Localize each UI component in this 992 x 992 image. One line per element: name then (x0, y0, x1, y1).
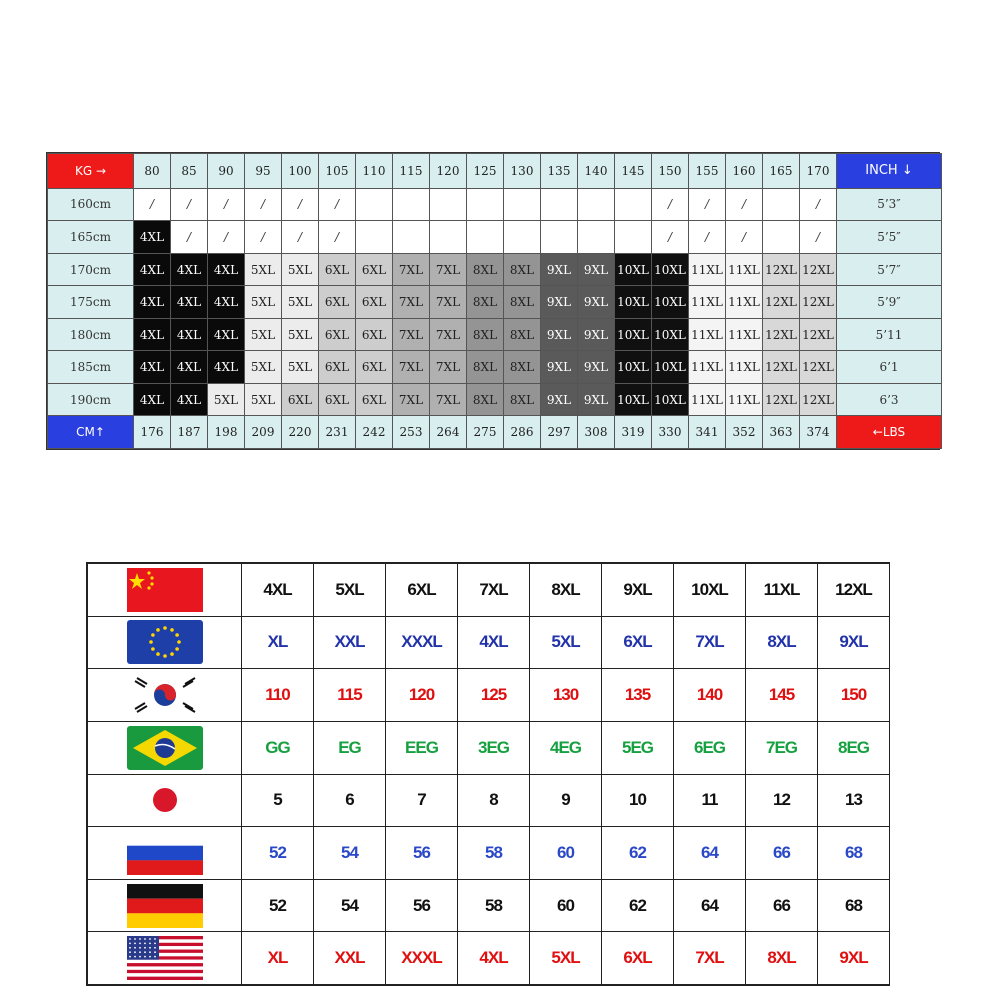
conversion-size: 4EG (530, 721, 602, 774)
conversion-size: EEG (386, 721, 458, 774)
size-cell: 5XL (245, 286, 282, 319)
conversion-size: 10 (602, 774, 674, 827)
conversion-row (88, 669, 890, 722)
size-cell: 9XL (541, 318, 578, 351)
size-cell: 8XL (467, 286, 504, 319)
conversion-size: 150 (818, 669, 890, 722)
weight-label: 150 (652, 154, 689, 189)
size-cell: 4XL (171, 286, 208, 319)
conversion-row (88, 721, 890, 774)
lbs-value: 176 (134, 416, 171, 449)
weight-label: 170 (800, 154, 837, 189)
size-cell: 12XL (800, 383, 837, 416)
conversion-size: 13 (818, 774, 890, 827)
conversion-size: 66 (746, 827, 818, 880)
conversion-size: 11XL (746, 564, 818, 617)
weight-label: 160 (726, 154, 763, 189)
conversion-row (88, 774, 890, 827)
weight-label: 165 (763, 154, 800, 189)
size-cell: 4XL (134, 318, 171, 351)
size-cell: 11XL (726, 351, 763, 384)
size-cell: 11XL (689, 253, 726, 286)
lbs-value: 319 (615, 416, 652, 449)
conversion-size: 130 (530, 669, 602, 722)
size-cell: 6XL (319, 286, 356, 319)
conversion-size: 120 (386, 669, 458, 722)
size-cell: 8XL (467, 383, 504, 416)
size-cell: 9XL (578, 253, 615, 286)
weight-label: 125 (467, 154, 504, 189)
size-cell: / (282, 188, 319, 221)
size-cell: 11XL (726, 286, 763, 319)
inch-header: INCH ↓ (837, 154, 942, 189)
conversion-size: 8XL (746, 932, 818, 985)
size-cell: 8XL (467, 253, 504, 286)
conversion-size: 52 (242, 879, 314, 932)
height-label: 175cm (48, 286, 134, 319)
lbs-value: 330 (652, 416, 689, 449)
conversion-row (88, 564, 890, 617)
size-cell: / (800, 188, 837, 221)
conversion-size: 6EG (674, 721, 746, 774)
flag-cell (88, 564, 242, 617)
size-cell: 6XL (356, 286, 393, 319)
conversion-size: 64 (674, 879, 746, 932)
size-cell (430, 221, 467, 254)
conversion-size: 7EG (746, 721, 818, 774)
size-cell: 10XL (652, 318, 689, 351)
size-cell: 6XL (319, 383, 356, 416)
size-cell: / (800, 221, 837, 254)
size-cell: 7XL (430, 383, 467, 416)
conversion-size: XXL (314, 932, 386, 985)
weight-label: 100 (282, 154, 319, 189)
size-cell (393, 221, 430, 254)
size-cell: 12XL (763, 383, 800, 416)
conversion-size: 60 (530, 879, 602, 932)
size-cell: 10XL (615, 383, 652, 416)
size-cell: 4XL (171, 318, 208, 351)
china-flag-icon (127, 579, 203, 598)
conversion-size: 6XL (602, 616, 674, 669)
conversion-size: 5XL (530, 616, 602, 669)
height-label: 160cm (48, 188, 134, 221)
conversion-size: GG (242, 721, 314, 774)
size-cell: 12XL (763, 318, 800, 351)
conversion-size: 7XL (674, 932, 746, 985)
conversion-size: 125 (458, 669, 530, 722)
size-cell: 7XL (430, 318, 467, 351)
size-cell: 12XL (763, 351, 800, 384)
conversion-size: 6XL (386, 564, 458, 617)
size-cell (615, 188, 652, 221)
conversion-size: 12XL (818, 564, 890, 617)
size-cell: 6XL (319, 253, 356, 286)
eu-flag-icon (127, 632, 203, 651)
height-label: 170cm (48, 253, 134, 286)
conversion-size: XL (242, 932, 314, 985)
conversion-size: XXL (314, 616, 386, 669)
size-cell: 7XL (393, 383, 430, 416)
size-cell: 9XL (578, 318, 615, 351)
size-cell: 11XL (689, 383, 726, 416)
height-label: 180cm (48, 318, 134, 351)
size-cell: 11XL (689, 351, 726, 384)
conversion-size: 115 (314, 669, 386, 722)
inch-label: 5’11 (837, 318, 942, 351)
size-cell: 9XL (578, 286, 615, 319)
size-cell (467, 188, 504, 221)
size-cell: 4XL (134, 351, 171, 384)
conversion-size: 8EG (818, 721, 890, 774)
size-cell: 4XL (171, 383, 208, 416)
flag-cell (88, 616, 242, 669)
size-cell: 10XL (652, 383, 689, 416)
conversion-size: 68 (818, 879, 890, 932)
conversion-size: 8 (458, 774, 530, 827)
lbs-value: 198 (208, 416, 245, 449)
size-cell (578, 188, 615, 221)
size-cell: / (652, 188, 689, 221)
brazil-flag-icon (127, 737, 203, 756)
lbs-value: 286 (504, 416, 541, 449)
size-conversion-table (86, 562, 890, 986)
size-cell: 8XL (504, 253, 541, 286)
size-cell: 10XL (652, 351, 689, 384)
size-cell: 8XL (467, 351, 504, 384)
size-cell: 5XL (282, 318, 319, 351)
lbs-value: 242 (356, 416, 393, 449)
lbs-value: 341 (689, 416, 726, 449)
size-cell: 11XL (689, 286, 726, 319)
inch-label: 6’3 (837, 383, 942, 416)
conversion-size: XL (242, 616, 314, 669)
lbs-value: 187 (171, 416, 208, 449)
weight-label: 95 (245, 154, 282, 189)
size-cell: 4XL (208, 351, 245, 384)
size-cell (393, 188, 430, 221)
conversion-size: 9XL (602, 564, 674, 617)
conversion-row (88, 932, 890, 985)
size-cell: / (319, 221, 356, 254)
size-cell: 7XL (430, 286, 467, 319)
size-cell: / (689, 221, 726, 254)
size-cell: / (726, 188, 763, 221)
flag-cell (88, 669, 242, 722)
size-cell (467, 221, 504, 254)
weight-label: 90 (208, 154, 245, 189)
conversion-size: 11 (674, 774, 746, 827)
conversion-size: 140 (674, 669, 746, 722)
size-cell: 9XL (541, 253, 578, 286)
conversion-size: 7 (386, 774, 458, 827)
size-cell: 6XL (282, 383, 319, 416)
size-cell: 7XL (393, 318, 430, 351)
conversion-size: 6XL (602, 932, 674, 985)
size-cell: / (208, 188, 245, 221)
size-cell: 9XL (541, 286, 578, 319)
conversion-size: 7XL (458, 564, 530, 617)
conversion-size: 64 (674, 827, 746, 880)
size-cell: 5XL (245, 253, 282, 286)
size-cell: 7XL (430, 351, 467, 384)
weight-label: 135 (541, 154, 578, 189)
conversion-size: 66 (746, 879, 818, 932)
inch-label: 5’5″ (837, 221, 942, 254)
russia-flag-icon (127, 842, 203, 861)
size-cell: 8XL (504, 318, 541, 351)
size-cell: 5XL (245, 383, 282, 416)
size-cell: 5XL (282, 253, 319, 286)
size-cell (356, 221, 393, 254)
size-cell: / (208, 221, 245, 254)
lbs-value: 352 (726, 416, 763, 449)
size-cell (615, 221, 652, 254)
lbs-value: 308 (578, 416, 615, 449)
size-cell: 6XL (356, 383, 393, 416)
inch-label: 5’9″ (837, 286, 942, 319)
flag-cell (88, 827, 242, 880)
japan-flag-icon (127, 790, 203, 809)
size-cell: 9XL (578, 383, 615, 416)
size-cell: 6XL (356, 253, 393, 286)
size-cell: / (134, 188, 171, 221)
conversion-size: 68 (818, 827, 890, 880)
inch-label: 6’1 (837, 351, 942, 384)
conversion-size: 110 (242, 669, 314, 722)
conversion-size: 8XL (746, 616, 818, 669)
size-cell (541, 221, 578, 254)
size-cell: 12XL (800, 351, 837, 384)
size-cell: 4XL (171, 351, 208, 384)
size-cell: 8XL (467, 318, 504, 351)
size-cell: 4XL (171, 253, 208, 286)
conversion-size: 5XL (530, 932, 602, 985)
weight-label: 145 (615, 154, 652, 189)
lbs-value: 297 (541, 416, 578, 449)
size-cell: 10XL (652, 253, 689, 286)
conversion-size: 4XL (458, 932, 530, 985)
conversion-size: 145 (746, 669, 818, 722)
lbs-footer: ←LBS (837, 416, 942, 449)
size-cell: 6XL (356, 318, 393, 351)
conversion-size: 52 (242, 827, 314, 880)
size-cell: 4XL (134, 221, 171, 254)
weight-label: 130 (504, 154, 541, 189)
size-cell (504, 221, 541, 254)
korea-flag-icon (127, 685, 203, 704)
size-cell: 12XL (800, 253, 837, 286)
conversion-size: 54 (314, 827, 386, 880)
size-cell: 5XL (245, 351, 282, 384)
inch-label: 5’7″ (837, 253, 942, 286)
size-cell: 10XL (615, 253, 652, 286)
size-cell: 7XL (430, 253, 467, 286)
conversion-size: 5 (242, 774, 314, 827)
conversion-size: XXXL (386, 616, 458, 669)
size-cell: 10XL (615, 351, 652, 384)
size-cell: 12XL (763, 286, 800, 319)
size-cell: 5XL (245, 318, 282, 351)
conversion-size: 12 (746, 774, 818, 827)
size-cell (578, 221, 615, 254)
lbs-value: 231 (319, 416, 356, 449)
conversion-size: 56 (386, 827, 458, 880)
size-cell (541, 188, 578, 221)
size-cell: 9XL (578, 351, 615, 384)
size-cell: 10XL (615, 286, 652, 319)
conversion-size: 62 (602, 827, 674, 880)
size-cell: 8XL (504, 383, 541, 416)
flag-cell (88, 774, 242, 827)
size-cell: 6XL (319, 318, 356, 351)
size-cell: 12XL (763, 253, 800, 286)
conversion-size: 6 (314, 774, 386, 827)
size-cell: / (282, 221, 319, 254)
size-cell (763, 188, 800, 221)
conversion-size: 4XL (242, 564, 314, 617)
size-cell: 11XL (726, 318, 763, 351)
lbs-value: 374 (800, 416, 837, 449)
conversion-size: 54 (314, 879, 386, 932)
conversion-size: 8XL (530, 564, 602, 617)
size-cell: 4XL (134, 253, 171, 286)
height-label: 190cm (48, 383, 134, 416)
cm-footer: CM↑ (48, 416, 134, 449)
conversion-row (88, 879, 890, 932)
size-cell: 7XL (393, 253, 430, 286)
conversion-size: 56 (386, 879, 458, 932)
size-cell: / (171, 221, 208, 254)
weight-label: 115 (393, 154, 430, 189)
conversion-row (88, 827, 890, 880)
lbs-value: 275 (467, 416, 504, 449)
conversion-size: 10XL (674, 564, 746, 617)
size-cell: 12XL (800, 318, 837, 351)
kg-header: KG → (48, 154, 134, 189)
conversion-size: 135 (602, 669, 674, 722)
conversion-size: 60 (530, 827, 602, 880)
weight-label: 105 (319, 154, 356, 189)
size-cell: 4XL (208, 253, 245, 286)
conversion-size: 5EG (602, 721, 674, 774)
size-cell: 4XL (134, 286, 171, 319)
conversion-size: 7XL (674, 616, 746, 669)
inch-label: 5’3″ (837, 188, 942, 221)
height-label: 165cm (48, 221, 134, 254)
conversion-size: 3EG (458, 721, 530, 774)
germany-flag-icon (127, 895, 203, 914)
size-cell: / (245, 221, 282, 254)
conversion-size: 62 (602, 879, 674, 932)
size-cell: / (689, 188, 726, 221)
conversion-size: XXXL (386, 932, 458, 985)
size-chart (46, 152, 940, 450)
size-cell: 6XL (356, 351, 393, 384)
size-cell: 6XL (319, 351, 356, 384)
size-cell: / (171, 188, 208, 221)
usa-flag-icon (127, 948, 203, 967)
weight-label: 110 (356, 154, 393, 189)
weight-label: 85 (171, 154, 208, 189)
flag-cell (88, 932, 242, 985)
size-cell: 4XL (208, 318, 245, 351)
lbs-value: 209 (245, 416, 282, 449)
lbs-value: 220 (282, 416, 319, 449)
lbs-value: 363 (763, 416, 800, 449)
size-cell: 7XL (393, 351, 430, 384)
size-cell: 9XL (541, 383, 578, 416)
size-cell: 8XL (504, 351, 541, 384)
size-cell: 10XL (652, 286, 689, 319)
conversion-size: 58 (458, 879, 530, 932)
size-cell: 4XL (134, 383, 171, 416)
conversion-size: 9 (530, 774, 602, 827)
weight-label: 120 (430, 154, 467, 189)
size-cell: / (652, 221, 689, 254)
size-cell: 12XL (800, 286, 837, 319)
size-cell: 11XL (726, 253, 763, 286)
weight-label: 140 (578, 154, 615, 189)
conversion-size: 9XL (818, 932, 890, 985)
size-cell: 8XL (504, 286, 541, 319)
size-cell: 9XL (541, 351, 578, 384)
conversion-size: EG (314, 721, 386, 774)
conversion-row (88, 616, 890, 669)
size-cell: / (726, 221, 763, 254)
size-cell: 5XL (282, 286, 319, 319)
size-cell: / (319, 188, 356, 221)
size-cell: 5XL (208, 383, 245, 416)
size-cell: / (245, 188, 282, 221)
size-cell: 11XL (726, 383, 763, 416)
size-cell (504, 188, 541, 221)
conversion-size: 4XL (458, 616, 530, 669)
weight-label: 155 (689, 154, 726, 189)
size-cell: 7XL (393, 286, 430, 319)
size-cell: 10XL (615, 318, 652, 351)
conversion-size: 58 (458, 827, 530, 880)
size-cell (763, 221, 800, 254)
lbs-value: 253 (393, 416, 430, 449)
weight-label: 80 (134, 154, 171, 189)
size-cell: 4XL (208, 286, 245, 319)
size-cell: 5XL (282, 351, 319, 384)
flag-cell (88, 879, 242, 932)
conversion-size: 5XL (314, 564, 386, 617)
size-cell (356, 188, 393, 221)
conversion-size: 9XL (818, 616, 890, 669)
lbs-value: 264 (430, 416, 467, 449)
size-cell: 11XL (689, 318, 726, 351)
height-label: 185cm (48, 351, 134, 384)
flag-cell (88, 721, 242, 774)
size-cell (430, 188, 467, 221)
